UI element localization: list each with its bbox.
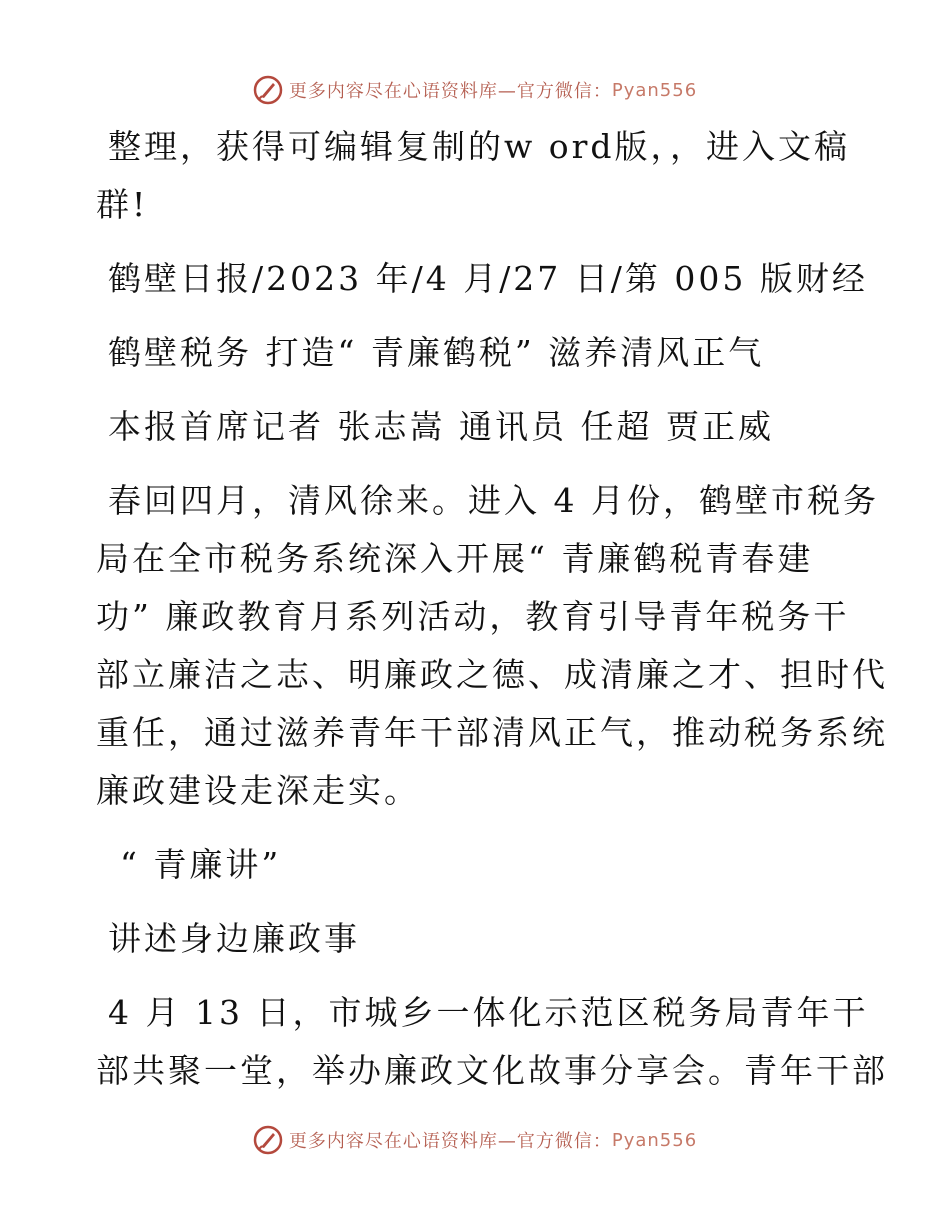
paragraph-line: 部共聚一堂，举办廉政文化故事分享会。青年干部	[96, 1051, 888, 1090]
byline: 本报首席记者 张志嵩 通讯员 任超 贾正威	[108, 407, 774, 446]
paragraph-line: 春回四月，清风徐来。进入 4 月份，鹤壁市税务	[108, 481, 879, 520]
subheading-story: 讲述身边廉政事	[108, 919, 360, 958]
intro-line-2: 群!	[96, 185, 149, 224]
feather-pen-logo-icon	[253, 75, 283, 105]
watermark-text: 更多内容尽在心语资料库—官方微信：	[288, 81, 612, 102]
subheading-qinglianjiang: “ 青廉讲”	[120, 845, 282, 884]
document-body	[96, 118, 888, 1100]
paragraph-line: 4 月 13 日，市城乡一体化示范区税务局青年干	[108, 993, 869, 1032]
paragraph-line: 重任，通过滋养青年干部清风正气，推动税务系统	[96, 713, 888, 752]
paragraph-line: 廉政建设走深走实。	[96, 771, 420, 810]
watermark-text: 更多内容尽在心语资料库—官方微信：	[288, 1131, 612, 1152]
headline: 鹤壁税务 打造“ 青廉鹤税” 滋养清风正气	[108, 333, 765, 372]
watermark-wechat-id: Pyan556	[611, 79, 698, 101]
source-line: 鹤壁日报/2023 年/4 月/27 日/第 005 版财经	[108, 259, 868, 298]
footer-watermark	[0, 1120, 950, 1160]
paragraph-line: 局在全市税务系统深入开展“ 青廉鹤税青春建	[96, 539, 814, 578]
paragraph-line: 部立廉洁之志、明廉政之德、成清廉之才、担时代	[96, 655, 888, 694]
header-watermark	[0, 70, 950, 110]
paragraph-line: 功” 廉政教育月系列活动，教育引导青年税务干	[96, 597, 850, 636]
watermark-wechat-id: Pyan556	[611, 1129, 698, 1151]
feather-pen-logo-icon	[253, 1125, 283, 1155]
intro-line-1: 整理，获得可编辑复制的w ord版，，进入文稿	[108, 127, 851, 166]
